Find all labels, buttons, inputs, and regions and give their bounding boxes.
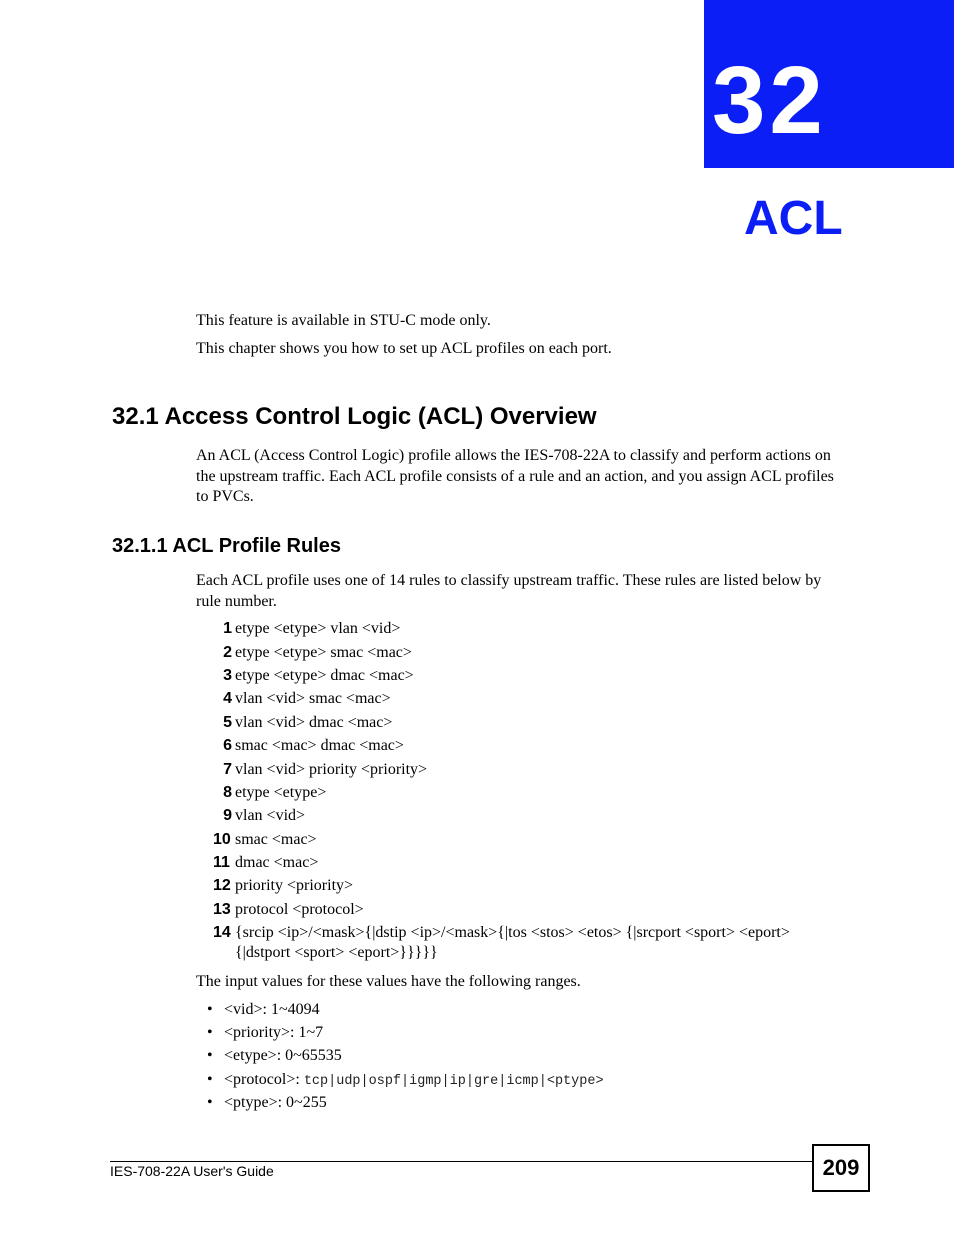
rule-item (196, 619, 846, 642)
rule-item (196, 643, 846, 666)
subsection-paragraph: Each ACL profile uses one of 14 rules to classify upstream traffic. These rules are listed below by rule number. (196, 572, 822, 610)
rule-item (196, 783, 846, 806)
page-number: 209 (812, 1144, 870, 1192)
rule-item (196, 760, 846, 783)
chapter-title: ACL (744, 192, 843, 245)
rule-number: 4 (223, 690, 232, 707)
rule-number: 6 (223, 737, 232, 754)
rule-item (196, 923, 846, 967)
rule-text: etype <etype> dmac <mac> (235, 667, 414, 684)
rule-number: 5 (223, 714, 232, 731)
rule-number: 8 (223, 784, 232, 801)
rule-text: vlan <vid> (235, 807, 306, 824)
range-label: <ptype>: 0~255 (224, 1094, 327, 1111)
rule-item (196, 806, 846, 829)
range-label-with-code (224, 1070, 604, 1092)
rule-item (196, 736, 846, 759)
rule-text: vlan <vid> priority <priority> (235, 761, 428, 778)
ranges-intro: The input values for these values have the following ranges. (196, 973, 581, 990)
chapter-number: 32 (712, 47, 827, 154)
rule-number: 1 (223, 620, 232, 637)
rule-number: 10 (213, 831, 231, 848)
section-paragraph: An ACL (Access Control Logic) profile allows the IES-708-22A to classify and perform actions on the upstream traffic. Each ACL profile consists of a rule and an action, and you assign ACL profiles to PVCs. (196, 447, 834, 505)
rule-text: protocol <protocol> (235, 901, 364, 918)
intro-paragraph-1: This feature is available in STU-C mode only. (196, 312, 491, 329)
rule-text: etype <etype> smac <mac> (235, 644, 412, 661)
rule-text: smac <mac> dmac <mac> (235, 737, 404, 754)
rule-item (196, 853, 846, 876)
rule-number: 3 (223, 667, 232, 684)
rule-text: priority <priority> (235, 877, 354, 894)
rule-number: 11 (213, 854, 230, 871)
rule-number: 9 (223, 807, 232, 824)
range-label: <vid>: 1~4094 (224, 1001, 320, 1018)
bullet: • (207, 1047, 213, 1064)
rule-number: 2 (223, 644, 232, 661)
rule-text: vlan <vid> smac <mac> (235, 690, 391, 707)
bullet: • (207, 1024, 213, 1041)
subsection-heading: 32.1.1 ACL Profile Rules (112, 535, 341, 557)
bullet: • (207, 1071, 213, 1088)
rule-item (196, 713, 846, 736)
rule-text: etype <etype> (235, 784, 327, 801)
rule-number: 12 (213, 877, 231, 894)
rule-item (196, 830, 846, 853)
rule-item (196, 689, 846, 712)
rule-item (196, 876, 846, 899)
rule-text: smac <mac> (235, 831, 317, 848)
rule-item (196, 666, 846, 689)
rule-item (196, 900, 846, 923)
bullet: • (207, 1094, 213, 1111)
range-label: <etype>: 0~65535 (224, 1047, 342, 1064)
rule-text: dmac <mac> (235, 854, 319, 871)
rule-text: vlan <vid> dmac <mac> (235, 714, 393, 731)
section-heading: 32.1 Access Control Logic (ACL) Overview (112, 403, 597, 430)
rule-number: 7 (223, 761, 232, 778)
protocol-values-code: tcp|udp|ospf|igmp|ip|gre|icmp|<ptype> (303, 1074, 604, 1089)
rule-number: 14 (213, 924, 231, 941)
range-label: <priority>: 1~7 (224, 1024, 324, 1041)
footer-guide-title: IES-708-22A User's Guide (110, 1163, 274, 1179)
rule-number: 13 (213, 901, 231, 918)
bullet: • (207, 1001, 213, 1018)
intro-paragraph-2: This chapter shows you how to set up ACL profiles on each port. (196, 340, 612, 357)
rule-text: etype <etype> vlan <vid> (235, 620, 401, 637)
range-label: <protocol>: (224, 1071, 304, 1088)
rule-text: {srcip <ip>/<mask>{|dstip <ip>/<mask>{|tos <stos> <etos> {|srcport <sport> <eport> {|dstport <sport> <eport>}}}}} (235, 924, 790, 961)
